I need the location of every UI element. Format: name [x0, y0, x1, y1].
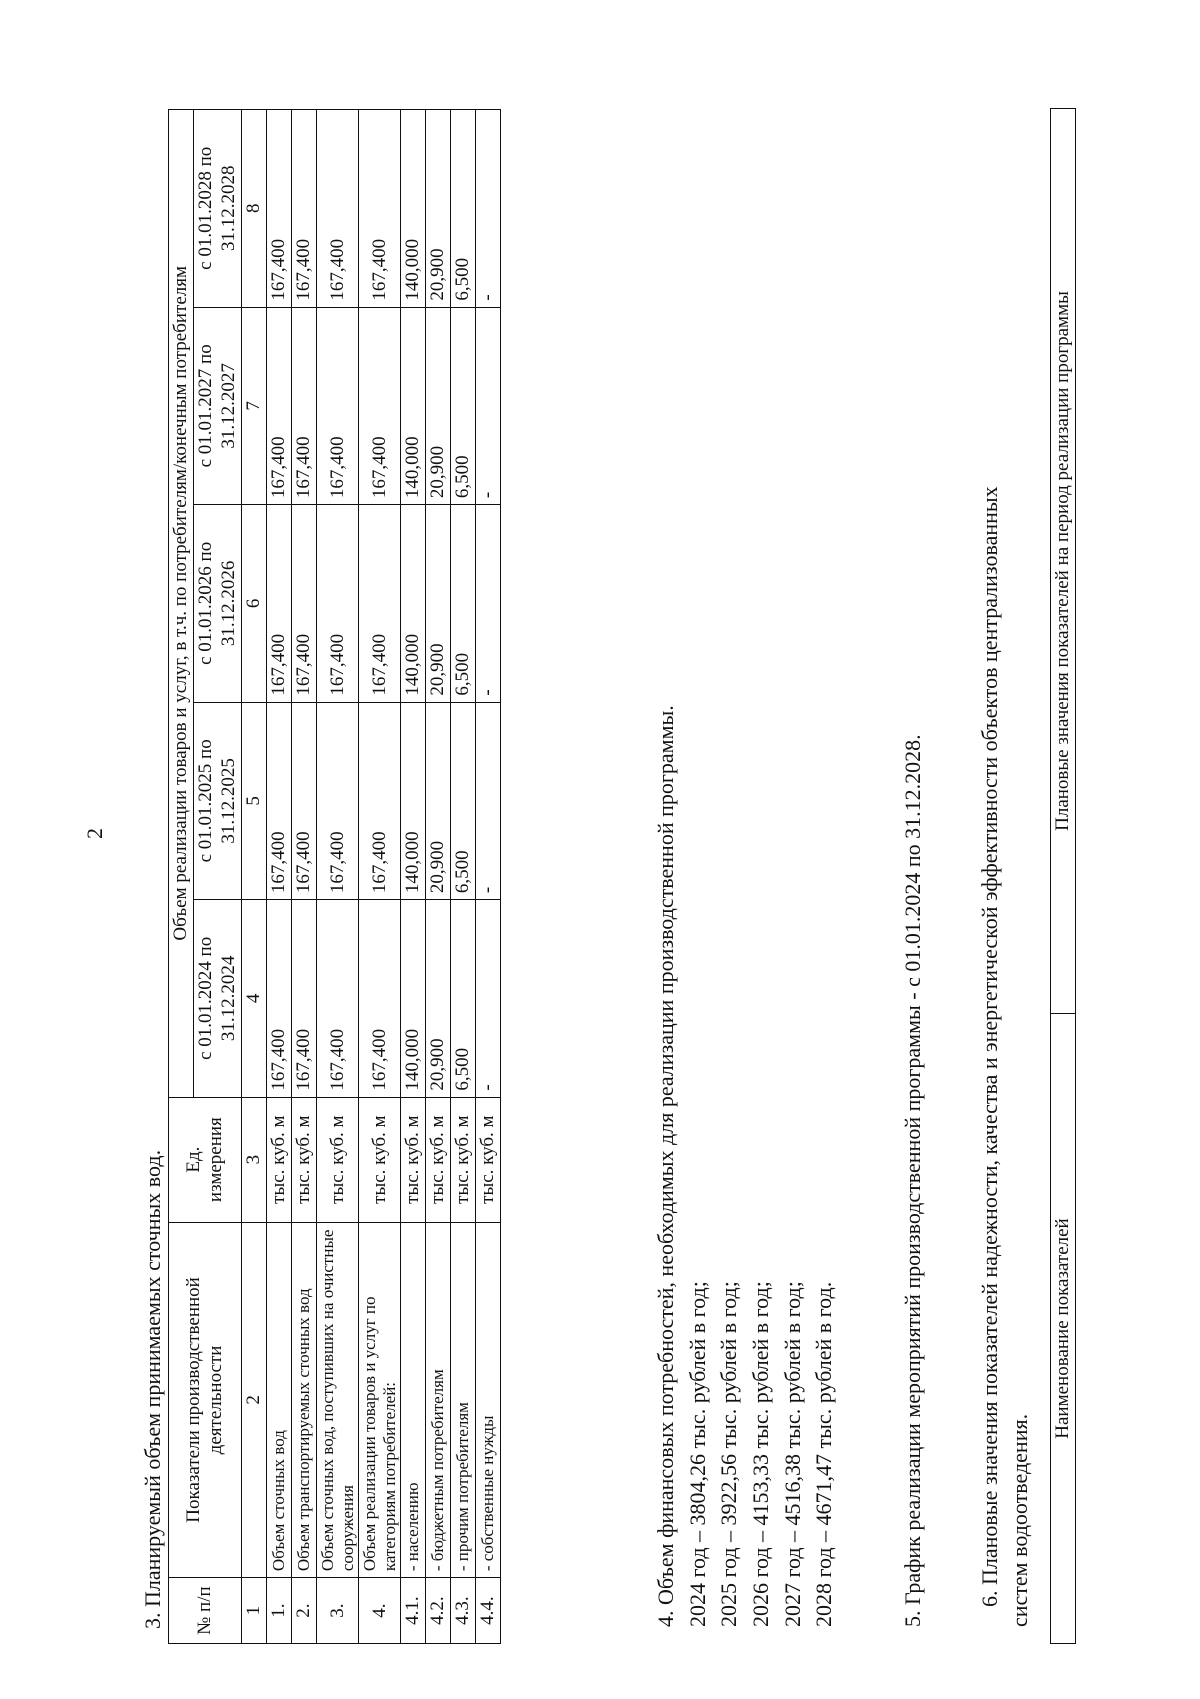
header-period-2027: с 01.01.2027 по 31.12.2027	[193, 307, 242, 505]
row-value: 167,400	[292, 505, 317, 703]
row-value: 167,400	[316, 110, 358, 308]
header-indicator: Показатели производственной деятельности	[169, 1222, 242, 1578]
row-indicator-name: - населению	[401, 1222, 426, 1578]
row-unit: тыс. куб. м	[292, 1097, 317, 1222]
row-unit: тыс. куб. м	[475, 1097, 500, 1222]
row-value: 167,400	[316, 702, 358, 900]
header-volume-group: Объем реализации товаров и услуг, в т.ч. по потребителям/конечным потребителям	[169, 110, 194, 1098]
row-value: 140,000	[401, 505, 426, 703]
row-indicator-name: Объем сточных вод	[267, 1222, 292, 1578]
row-unit: тыс. куб. м	[316, 1097, 358, 1222]
column-index-row	[242, 110, 267, 1644]
row-unit: тыс. куб. м	[267, 1097, 292, 1222]
row-value: 140,000	[401, 110, 426, 308]
row-value: 167,400	[267, 702, 292, 900]
header-period-2024: с 01.01.2024 по 31.12.2024	[193, 900, 242, 1098]
row-value: 167,400	[359, 505, 401, 703]
row-value: -	[475, 900, 500, 1098]
row-value: 20,900	[426, 900, 451, 1098]
row-number: 4.2.	[426, 1578, 451, 1644]
row-number: 2.	[292, 1578, 317, 1644]
row-value: 167,400	[292, 900, 317, 1098]
table-row	[267, 110, 292, 1644]
page-number: 2	[82, 828, 107, 839]
header-num: № п/п	[169, 1578, 242, 1644]
col-index: 4	[242, 900, 267, 1098]
table-row	[359, 110, 401, 1644]
row-number: 4.	[359, 1578, 401, 1644]
table-row	[426, 110, 451, 1644]
col-index: 1	[242, 1578, 267, 1644]
row-indicator-name: - собственные нужды	[475, 1222, 500, 1578]
row-unit: тыс. куб. м	[359, 1097, 401, 1222]
col-index: 7	[242, 307, 267, 505]
row-value: 140,000	[401, 307, 426, 505]
row-value: 167,400	[316, 900, 358, 1098]
row-value: 6,500	[450, 110, 475, 308]
row-value: 6,500	[450, 900, 475, 1098]
row-number: 4.4.	[475, 1578, 500, 1644]
row-value: -	[475, 307, 500, 505]
row-value: 140,000	[401, 900, 426, 1098]
row-value: 167,400	[267, 307, 292, 505]
row-value: 167,400	[316, 307, 358, 505]
row-value: 6,500	[450, 505, 475, 703]
table-row	[475, 110, 500, 1644]
table-body	[267, 110, 500, 1644]
col-index: 2	[242, 1222, 267, 1578]
row-number: 3.	[316, 1578, 358, 1644]
row-value: 20,900	[426, 110, 451, 308]
indicators-header-values: Плановые значения показателей на период реализации программы	[1051, 109, 1076, 1014]
row-indicator-name: - бюджетным потребителям	[426, 1222, 451, 1578]
row-value: 167,400	[359, 307, 401, 505]
row-indicator-name: Объем транспортируемых сточных вод	[292, 1222, 317, 1578]
section4-title: 4. Объем финансовых потребностей, необходимых для реализации производственной программы.	[653, 705, 678, 1627]
row-value: -	[475, 505, 500, 703]
section4-line: 2027 год – 4516,38 тыс. рублей в год;	[779, 1281, 805, 1627]
row-value: 140,000	[401, 702, 426, 900]
section5-schedule: 5. График реализации мероприятий производственной программы - с 01.01.2024 по 31.12.2028.	[900, 734, 925, 1627]
row-number: 4.1.	[401, 1578, 426, 1644]
table-row	[292, 110, 317, 1644]
row-value: 167,400	[359, 702, 401, 900]
row-value: 167,400	[359, 900, 401, 1098]
header-period-2025: с 01.01.2025 по 31.12.2025	[193, 702, 242, 900]
row-value: 167,400	[267, 110, 292, 308]
row-value: 167,400	[292, 307, 317, 505]
section6-line1: 6. Плановые значения показателей надежности, качества и энергетической эффективности объектов централизованных	[977, 486, 1002, 1607]
row-number: 4.3.	[450, 1578, 475, 1644]
section4-line: 2025 год – 3922,56 тыс. рублей в год;	[716, 1281, 742, 1627]
header-unit: Ед. измерения	[169, 1097, 242, 1222]
row-value: 167,400	[292, 110, 317, 308]
row-value: 167,400	[267, 505, 292, 703]
col-index: 8	[242, 110, 267, 308]
section3-title: 3. Планируемый объем принимаемых сточных вод.	[140, 1149, 165, 1629]
row-value: 167,400	[292, 702, 317, 900]
row-number: 1.	[267, 1578, 292, 1644]
wastewater-volume-table	[168, 109, 501, 1644]
header-period-2028: с 01.01.2028 по 31.12.2028	[193, 110, 242, 308]
section6-line2: систем водоотведения.	[1006, 1413, 1032, 1627]
section4-line: 2026 год – 4153,33 тыс. рублей в год;	[748, 1281, 774, 1627]
row-value: 167,400	[359, 110, 401, 308]
row-unit: тыс. куб. м	[401, 1097, 426, 1222]
section6-title	[975, 97, 1034, 1627]
row-unit: тыс. куб. м	[450, 1097, 475, 1222]
table-row	[401, 110, 426, 1644]
col-index: 5	[242, 702, 267, 900]
indicators-table	[1050, 108, 1076, 1644]
section4-line: 2024 год – 3804,26 тыс. рублей в год;	[684, 1281, 710, 1627]
row-indicator-name: Объем реализации товаров и услуг по категориям потребителей:	[359, 1222, 401, 1578]
header-period-2026: с 01.01.2026 по 31.12.2026	[193, 505, 242, 703]
row-value: 20,900	[426, 702, 451, 900]
row-value: -	[475, 702, 500, 900]
row-value: -	[475, 110, 500, 308]
row-value: 20,900	[426, 307, 451, 505]
row-value: 167,400	[316, 505, 358, 703]
table-row	[450, 110, 475, 1644]
row-value: 20,900	[426, 505, 451, 703]
indicators-header-name: Наименование показателей	[1051, 1014, 1076, 1644]
row-value: 6,500	[450, 702, 475, 900]
row-indicator-name: Объем сточных вод, поступивших на очистные сооружения	[316, 1222, 358, 1578]
col-index: 6	[242, 505, 267, 703]
section4-financial-needs	[650, 705, 840, 1627]
row-indicator-name: - прочим потребителям	[450, 1222, 475, 1578]
section4-line: 2028 год – 4671,47 тыс. рублей в год.	[811, 1281, 837, 1627]
row-value: 167,400	[267, 900, 292, 1098]
col-index: 3	[242, 1097, 267, 1222]
row-unit: тыс. куб. м	[426, 1097, 451, 1222]
table-row	[316, 110, 358, 1644]
row-value: 6,500	[450, 307, 475, 505]
